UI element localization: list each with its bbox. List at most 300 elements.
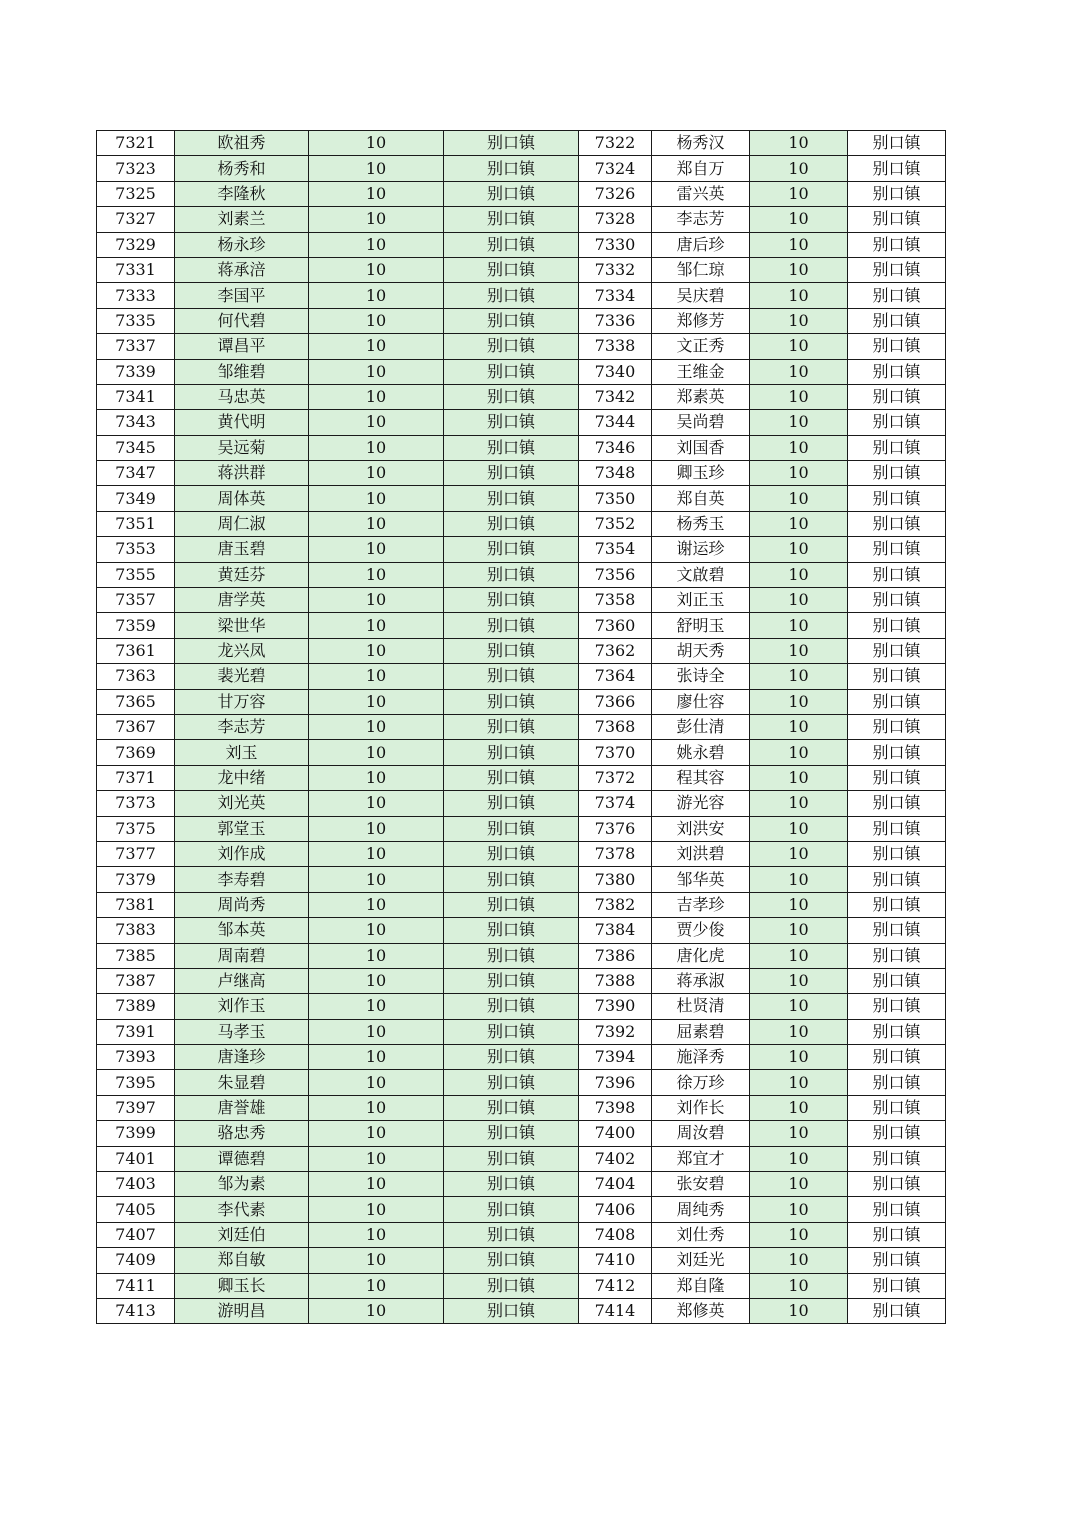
town-cell: 别口镇	[848, 994, 946, 1019]
town-cell: 别口镇	[848, 714, 946, 739]
name-cell: 程其容	[652, 765, 750, 790]
record-id-cell: 7389	[97, 994, 175, 1019]
table-row	[97, 791, 946, 816]
record-id-cell: 7370	[579, 740, 652, 765]
name-cell: 游明昌	[175, 1298, 309, 1323]
name-cell: 张诗全	[652, 664, 750, 689]
amount-cell: 10	[309, 1045, 444, 1070]
table-row	[97, 257, 946, 282]
record-id-cell: 7401	[97, 1146, 175, 1171]
name-cell: 彭仕清	[652, 714, 750, 739]
amount-cell: 10	[309, 638, 444, 663]
table-row	[97, 1248, 946, 1273]
name-cell: 杨秀汉	[652, 131, 750, 156]
town-cell: 别口镇	[848, 968, 946, 993]
amount-cell: 10	[309, 867, 444, 892]
table-row	[97, 1070, 946, 1095]
name-cell: 徐万珍	[652, 1070, 750, 1095]
name-cell: 裴光碧	[175, 664, 309, 689]
amount-cell: 10	[750, 1197, 848, 1222]
amount-cell: 10	[750, 968, 848, 993]
name-cell: 郑修芳	[652, 308, 750, 333]
amount-cell: 10	[750, 689, 848, 714]
amount-cell: 10	[750, 638, 848, 663]
town-cell: 别口镇	[848, 664, 946, 689]
amount-cell: 10	[309, 131, 444, 156]
name-cell: 谭德碧	[175, 1146, 309, 1171]
record-id-cell: 7382	[579, 892, 652, 917]
town-cell: 别口镇	[444, 714, 579, 739]
table-row	[97, 131, 946, 156]
town-cell: 别口镇	[444, 613, 579, 638]
record-id-cell: 7327	[97, 207, 175, 232]
record-id-cell: 7348	[579, 461, 652, 486]
amount-cell: 10	[309, 664, 444, 689]
record-id-cell: 7377	[97, 841, 175, 866]
amount-cell: 10	[750, 156, 848, 181]
record-id-cell: 7392	[579, 1019, 652, 1044]
town-cell: 别口镇	[444, 841, 579, 866]
amount-cell: 10	[309, 359, 444, 384]
town-cell: 别口镇	[848, 765, 946, 790]
amount-cell: 10	[309, 1095, 444, 1120]
record-id-cell: 7340	[579, 359, 652, 384]
town-cell: 别口镇	[444, 562, 579, 587]
amount-cell: 10	[750, 664, 848, 689]
amount-cell: 10	[309, 1070, 444, 1095]
record-id-cell: 7330	[579, 232, 652, 257]
town-cell: 别口镇	[444, 1273, 579, 1298]
town-cell: 别口镇	[848, 791, 946, 816]
town-cell: 别口镇	[848, 638, 946, 663]
town-cell: 别口镇	[444, 1248, 579, 1273]
town-cell: 别口镇	[444, 664, 579, 689]
record-id-cell: 7414	[579, 1298, 652, 1323]
name-cell: 刘作长	[652, 1095, 750, 1120]
name-cell: 唐学英	[175, 588, 309, 613]
name-cell: 黄廷芬	[175, 562, 309, 587]
record-id-cell: 7334	[579, 283, 652, 308]
name-cell: 张安碧	[652, 1172, 750, 1197]
amount-cell: 10	[309, 486, 444, 511]
town-cell: 别口镇	[444, 232, 579, 257]
town-cell: 别口镇	[444, 384, 579, 409]
name-cell: 杨秀和	[175, 156, 309, 181]
record-id-cell: 7387	[97, 968, 175, 993]
table-row	[97, 232, 946, 257]
name-cell: 李代素	[175, 1197, 309, 1222]
amount-cell: 10	[750, 1248, 848, 1273]
table-row	[97, 740, 946, 765]
town-cell: 别口镇	[444, 1298, 579, 1323]
record-id-cell: 7342	[579, 384, 652, 409]
town-cell: 别口镇	[444, 740, 579, 765]
town-cell: 别口镇	[444, 181, 579, 206]
amount-cell: 10	[309, 892, 444, 917]
amount-cell: 10	[750, 943, 848, 968]
record-id-cell: 7338	[579, 334, 652, 359]
table-row	[97, 1298, 946, 1323]
record-id-cell: 7411	[97, 1273, 175, 1298]
amount-cell: 10	[309, 613, 444, 638]
town-cell: 别口镇	[444, 308, 579, 333]
name-cell: 刘素兰	[175, 207, 309, 232]
record-id-cell: 7363	[97, 664, 175, 689]
amount-cell: 10	[750, 511, 848, 536]
name-cell: 周尚秀	[175, 892, 309, 917]
amount-cell: 10	[309, 765, 444, 790]
name-cell: 李志芳	[175, 714, 309, 739]
record-id-cell: 7329	[97, 232, 175, 257]
table-row	[97, 1222, 946, 1247]
name-cell: 骆忠秀	[175, 1121, 309, 1146]
town-cell: 别口镇	[444, 1070, 579, 1095]
town-cell: 别口镇	[444, 588, 579, 613]
amount-cell: 10	[750, 613, 848, 638]
amount-cell: 10	[750, 207, 848, 232]
table-row	[97, 562, 946, 587]
record-id-cell: 7375	[97, 816, 175, 841]
record-id-cell: 7371	[97, 765, 175, 790]
record-id-cell: 7403	[97, 1172, 175, 1197]
name-cell: 施泽秀	[652, 1045, 750, 1070]
name-cell: 郑宜才	[652, 1146, 750, 1171]
table-row	[97, 1146, 946, 1171]
record-id-cell: 7333	[97, 283, 175, 308]
table-row	[97, 892, 946, 917]
name-cell: 王维金	[652, 359, 750, 384]
record-id-cell: 7343	[97, 410, 175, 435]
town-cell: 别口镇	[444, 1146, 579, 1171]
record-id-cell: 7367	[97, 714, 175, 739]
town-cell: 别口镇	[848, 1248, 946, 1273]
amount-cell: 10	[309, 689, 444, 714]
table-row	[97, 613, 946, 638]
town-cell: 别口镇	[444, 435, 579, 460]
name-cell: 李寿碧	[175, 867, 309, 892]
amount-cell: 10	[750, 131, 848, 156]
table-row	[97, 714, 946, 739]
amount-cell: 10	[309, 1019, 444, 1044]
name-cell: 卿玉长	[175, 1273, 309, 1298]
town-cell: 别口镇	[848, 1121, 946, 1146]
town-cell: 别口镇	[848, 308, 946, 333]
name-cell: 刘廷光	[652, 1248, 750, 1273]
name-cell: 郑自隆	[652, 1273, 750, 1298]
name-cell: 刘洪安	[652, 816, 750, 841]
amount-cell: 10	[309, 283, 444, 308]
name-cell: 唐逢珍	[175, 1045, 309, 1070]
amount-cell: 10	[750, 181, 848, 206]
town-cell: 别口镇	[848, 1045, 946, 1070]
town-cell: 别口镇	[848, 537, 946, 562]
town-cell: 别口镇	[444, 765, 579, 790]
name-cell: 刘洪碧	[652, 841, 750, 866]
town-cell: 别口镇	[848, 359, 946, 384]
record-id-cell: 7364	[579, 664, 652, 689]
record-id-cell: 7379	[97, 867, 175, 892]
record-id-cell: 7400	[579, 1121, 652, 1146]
amount-cell: 10	[750, 461, 848, 486]
record-id-cell: 7351	[97, 511, 175, 536]
record-id-cell: 7332	[579, 257, 652, 282]
amount-cell: 10	[309, 791, 444, 816]
record-id-cell: 7388	[579, 968, 652, 993]
record-id-cell: 7376	[579, 816, 652, 841]
amount-cell: 10	[309, 156, 444, 181]
record-id-cell: 7373	[97, 791, 175, 816]
amount-cell: 10	[750, 384, 848, 409]
name-cell: 卿玉珍	[652, 461, 750, 486]
town-cell: 别口镇	[444, 1095, 579, 1120]
amount-cell: 10	[750, 435, 848, 460]
name-cell: 唐后珍	[652, 232, 750, 257]
name-cell: 邹华英	[652, 867, 750, 892]
name-cell: 周仁淑	[175, 511, 309, 536]
amount-cell: 10	[750, 1095, 848, 1120]
record-id-cell: 7395	[97, 1070, 175, 1095]
amount-cell: 10	[309, 740, 444, 765]
record-id-cell: 7349	[97, 486, 175, 511]
record-id-cell: 7331	[97, 257, 175, 282]
table-row	[97, 181, 946, 206]
amount-cell: 10	[750, 486, 848, 511]
record-id-cell: 7350	[579, 486, 652, 511]
record-id-cell: 7386	[579, 943, 652, 968]
town-cell: 别口镇	[444, 257, 579, 282]
town-cell: 别口镇	[444, 638, 579, 663]
record-id-cell: 7402	[579, 1146, 652, 1171]
amount-cell: 10	[309, 207, 444, 232]
record-id-cell: 7356	[579, 562, 652, 587]
amount-cell: 10	[750, 1298, 848, 1323]
table-row	[97, 765, 946, 790]
table-row	[97, 638, 946, 663]
record-id-cell: 7385	[97, 943, 175, 968]
name-cell: 谢运珍	[652, 537, 750, 562]
table-row	[97, 1172, 946, 1197]
table-row	[97, 486, 946, 511]
amount-cell: 10	[309, 1197, 444, 1222]
name-cell: 欧祖秀	[175, 131, 309, 156]
record-id-cell: 7405	[97, 1197, 175, 1222]
table-row	[97, 334, 946, 359]
town-cell: 别口镇	[848, 1019, 946, 1044]
table-row	[97, 1045, 946, 1070]
record-id-cell: 7391	[97, 1019, 175, 1044]
name-cell: 刘正玉	[652, 588, 750, 613]
table-row	[97, 435, 946, 460]
record-id-cell: 7326	[579, 181, 652, 206]
name-cell: 周体英	[175, 486, 309, 511]
town-cell: 别口镇	[848, 867, 946, 892]
table-row	[97, 1095, 946, 1120]
table-row	[97, 156, 946, 181]
record-id-cell: 7362	[579, 638, 652, 663]
amount-cell: 10	[309, 232, 444, 257]
town-cell: 别口镇	[848, 816, 946, 841]
record-id-cell: 7404	[579, 1172, 652, 1197]
town-cell: 别口镇	[444, 1222, 579, 1247]
record-id-cell: 7409	[97, 1248, 175, 1273]
town-cell: 别口镇	[444, 537, 579, 562]
amount-cell: 10	[750, 1121, 848, 1146]
table-row	[97, 588, 946, 613]
town-cell: 别口镇	[848, 410, 946, 435]
record-id-cell: 7346	[579, 435, 652, 460]
amount-cell: 10	[309, 410, 444, 435]
record-id-cell: 7390	[579, 994, 652, 1019]
record-id-cell: 7372	[579, 765, 652, 790]
name-cell: 刘国香	[652, 435, 750, 460]
amount-cell: 10	[309, 384, 444, 409]
name-cell: 朱显碧	[175, 1070, 309, 1095]
name-cell: 郭堂玉	[175, 816, 309, 841]
amount-cell: 10	[750, 867, 848, 892]
record-id-cell: 7344	[579, 410, 652, 435]
table-row	[97, 943, 946, 968]
name-cell: 姚永碧	[652, 740, 750, 765]
record-id-cell: 7336	[579, 308, 652, 333]
record-id-cell: 7380	[579, 867, 652, 892]
amount-cell: 10	[750, 562, 848, 587]
record-id-cell: 7410	[579, 1248, 652, 1273]
town-cell: 别口镇	[848, 689, 946, 714]
name-cell: 文正秀	[652, 334, 750, 359]
town-cell: 别口镇	[848, 461, 946, 486]
town-cell: 别口镇	[848, 232, 946, 257]
record-id-cell: 7335	[97, 308, 175, 333]
record-id-cell: 7369	[97, 740, 175, 765]
table-row	[97, 994, 946, 1019]
amount-cell: 10	[750, 816, 848, 841]
name-cell: 郑自英	[652, 486, 750, 511]
town-cell: 别口镇	[848, 207, 946, 232]
town-cell: 别口镇	[444, 943, 579, 968]
name-cell: 邹本英	[175, 918, 309, 943]
record-id-cell: 7374	[579, 791, 652, 816]
table-row	[97, 207, 946, 232]
record-id-cell: 7413	[97, 1298, 175, 1323]
town-cell: 别口镇	[444, 207, 579, 232]
town-cell: 别口镇	[444, 461, 579, 486]
table-row	[97, 359, 946, 384]
name-cell: 周纯秀	[652, 1197, 750, 1222]
record-id-cell: 7368	[579, 714, 652, 739]
record-id-cell: 7399	[97, 1121, 175, 1146]
town-cell: 别口镇	[444, 486, 579, 511]
name-cell: 吴尚碧	[652, 410, 750, 435]
record-id-cell: 7396	[579, 1070, 652, 1095]
town-cell: 别口镇	[848, 1070, 946, 1095]
roster-table	[96, 130, 946, 1324]
amount-cell: 10	[750, 892, 848, 917]
record-id-cell: 7341	[97, 384, 175, 409]
name-cell: 唐玉碧	[175, 537, 309, 562]
record-id-cell: 7347	[97, 461, 175, 486]
name-cell: 吴庆碧	[652, 283, 750, 308]
amount-cell: 10	[309, 1222, 444, 1247]
town-cell: 别口镇	[848, 740, 946, 765]
record-id-cell: 7322	[579, 131, 652, 156]
name-cell: 蒋承涪	[175, 257, 309, 282]
town-cell: 别口镇	[848, 841, 946, 866]
amount-cell: 10	[750, 588, 848, 613]
record-id-cell: 7406	[579, 1197, 652, 1222]
record-id-cell: 7360	[579, 613, 652, 638]
name-cell: 梁世华	[175, 613, 309, 638]
record-id-cell: 7381	[97, 892, 175, 917]
record-id-cell: 7397	[97, 1095, 175, 1120]
record-id-cell: 7357	[97, 588, 175, 613]
record-id-cell: 7359	[97, 613, 175, 638]
town-cell: 别口镇	[848, 283, 946, 308]
town-cell: 别口镇	[444, 968, 579, 993]
name-cell: 贾少俊	[652, 918, 750, 943]
amount-cell: 10	[750, 994, 848, 1019]
town-cell: 别口镇	[444, 410, 579, 435]
amount-cell: 10	[750, 1019, 848, 1044]
name-cell: 蒋承淑	[652, 968, 750, 993]
name-cell: 杨永珍	[175, 232, 309, 257]
table-row	[97, 384, 946, 409]
amount-cell: 10	[309, 308, 444, 333]
town-cell: 别口镇	[444, 283, 579, 308]
table-row	[97, 1197, 946, 1222]
town-cell: 别口镇	[444, 1172, 579, 1197]
amount-cell: 10	[309, 968, 444, 993]
record-id-cell: 7398	[579, 1095, 652, 1120]
amount-cell: 10	[309, 1146, 444, 1171]
town-cell: 别口镇	[444, 918, 579, 943]
amount-cell: 10	[750, 257, 848, 282]
town-cell: 别口镇	[848, 181, 946, 206]
amount-cell: 10	[309, 1172, 444, 1197]
town-cell: 别口镇	[848, 613, 946, 638]
record-id-cell: 7384	[579, 918, 652, 943]
amount-cell: 10	[309, 461, 444, 486]
amount-cell: 10	[309, 511, 444, 536]
name-cell: 黄代明	[175, 410, 309, 435]
amount-cell: 10	[309, 181, 444, 206]
town-cell: 别口镇	[848, 1146, 946, 1171]
record-id-cell: 7354	[579, 537, 652, 562]
table-row	[97, 1121, 946, 1146]
amount-cell: 10	[750, 740, 848, 765]
table-row	[97, 867, 946, 892]
town-cell: 别口镇	[444, 816, 579, 841]
record-id-cell: 7393	[97, 1045, 175, 1070]
name-cell: 郑自万	[652, 156, 750, 181]
name-cell: 雷兴英	[652, 181, 750, 206]
name-cell: 李国平	[175, 283, 309, 308]
amount-cell: 10	[309, 1298, 444, 1323]
amount-cell: 10	[750, 359, 848, 384]
amount-cell: 10	[750, 918, 848, 943]
name-cell: 唐化虎	[652, 943, 750, 968]
town-cell: 别口镇	[444, 689, 579, 714]
record-id-cell: 7355	[97, 562, 175, 587]
name-cell: 龙兴凤	[175, 638, 309, 663]
name-cell: 吴远菊	[175, 435, 309, 460]
record-id-cell: 7353	[97, 537, 175, 562]
table-row	[97, 841, 946, 866]
town-cell: 别口镇	[848, 257, 946, 282]
amount-cell: 10	[750, 765, 848, 790]
record-id-cell: 7361	[97, 638, 175, 663]
record-id-cell: 7328	[579, 207, 652, 232]
amount-cell: 10	[309, 1248, 444, 1273]
